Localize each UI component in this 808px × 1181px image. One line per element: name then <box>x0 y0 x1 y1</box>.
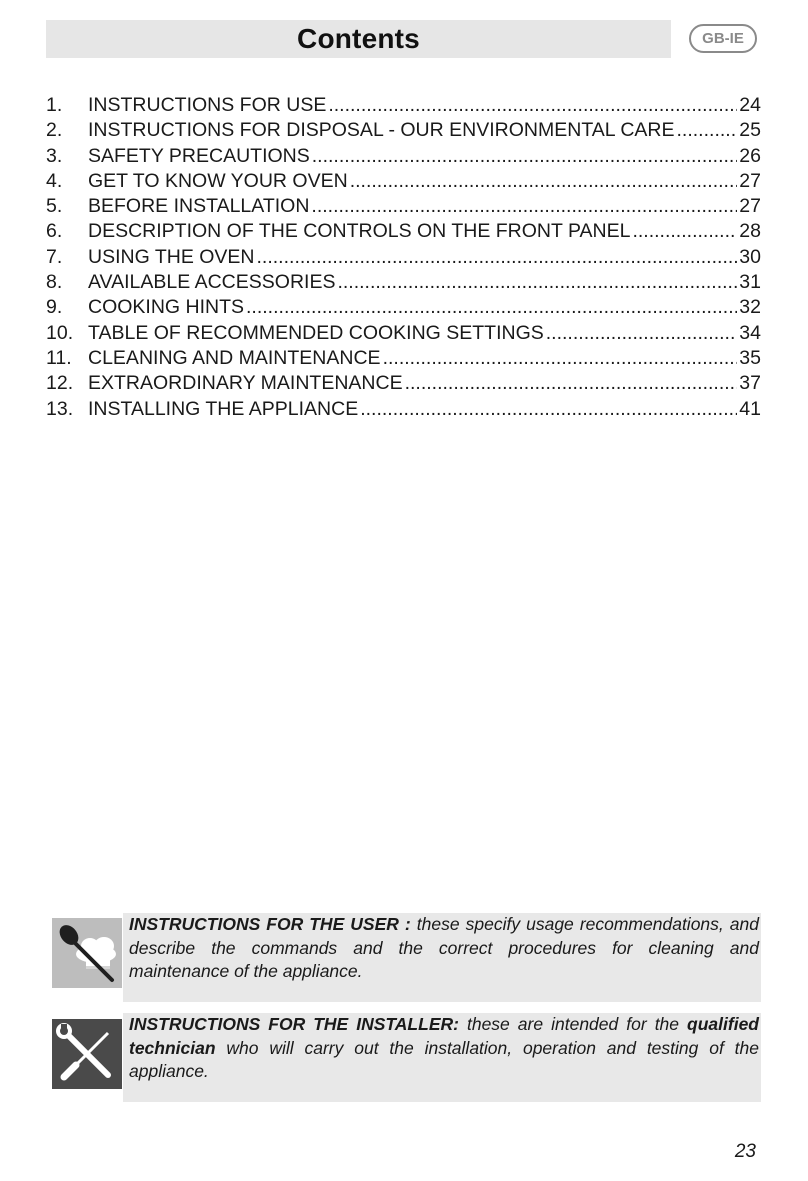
installer-instructions-body-end: who will carry out the installation, operation and testing of the appliance. <box>129 1037 759 1081</box>
chef-spoon-icon <box>52 918 122 988</box>
toc-entry-title: TABLE OF RECOMMENDED COOKING SETTINGS <box>88 321 544 344</box>
page-title: Contents <box>297 23 420 54</box>
installer-instructions-body-start: these are intended for the <box>458 1014 688 1034</box>
installer-instructions-emphasis: qualified technician <box>129 1014 759 1058</box>
toc-entry-number: 12. <box>46 372 74 395</box>
page-number: 23 <box>734 1141 756 1162</box>
toc-entry-page: 32 <box>739 296 761 319</box>
toc-entry-page: 35 <box>739 346 761 369</box>
toc-entry-leader-dots <box>312 144 738 169</box>
toc-entry-title: BEFORE INSTALLATION <box>88 195 310 218</box>
installer-instructions-text <box>129 1013 759 1084</box>
toc-entry-page: 27 <box>739 169 761 192</box>
toc-entry-title: AVAILABLE ACCESSORIES <box>88 271 336 294</box>
toc-entry-title: CLEANING AND MAINTENANCE <box>88 346 381 369</box>
toc-entry <box>46 245 761 270</box>
toc-entry-title: SAFETY PRECAUTIONS <box>88 144 310 167</box>
tools-icon <box>52 1019 122 1089</box>
toc-entry-title: INSTRUCTIONS FOR DISPOSAL - OUR ENVIRONMENTAL CARE <box>88 119 675 142</box>
toc-entry <box>46 194 761 219</box>
toc-entry-leader-dots <box>328 93 737 118</box>
toc-entry-title: EXTRAORDINARY MAINTENANCE <box>88 372 403 395</box>
toc-entry-page: 27 <box>739 195 761 218</box>
user-instructions-body: these specify usage recommendations, and describe the commands and the correct procedures for cleaning and maintenance of the appliance. <box>129 914 759 981</box>
toc-entry-page: 34 <box>739 321 761 344</box>
toc-entry <box>46 93 761 118</box>
language-badge: GB-IE <box>689 24 757 53</box>
toc-entry-page: 41 <box>739 397 761 420</box>
toc-entry <box>46 321 761 346</box>
toc-entry-number: 3. <box>46 144 63 167</box>
toc-entry-title: DESCRIPTION OF THE CONTROLS ON THE FRONT PANEL <box>88 220 631 243</box>
toc-entry <box>46 169 761 194</box>
toc-entry-title: GET TO KNOW YOUR OVEN <box>88 169 348 192</box>
toc-entry-number: 8. <box>46 271 63 294</box>
toc-entry-number: 1. <box>46 94 63 116</box>
toc-entry-number: 11. <box>46 346 72 369</box>
user-instructions-note <box>123 913 761 1002</box>
toc-entry-page: 31 <box>739 271 761 294</box>
toc-entry-number: 2. <box>46 119 63 142</box>
installer-instructions-note <box>123 1013 761 1102</box>
toc-entry <box>46 295 761 320</box>
toc-entry-title: INSTRUCTIONS FOR USE <box>88 94 327 116</box>
toc-entry-page: 25 <box>739 119 761 142</box>
toc-entry-leader-dots <box>311 194 737 219</box>
toc-entry-page: 24 <box>739 94 761 116</box>
toc-entry-page: 30 <box>739 245 761 268</box>
user-instructions-text <box>129 913 759 984</box>
toc-entry <box>46 371 761 396</box>
page-title-bar <box>46 20 671 58</box>
user-instructions-heading: INSTRUCTIONS FOR THE USER : <box>129 914 411 934</box>
toc-entry-number: 4. <box>46 169 63 192</box>
toc-entry-title: INSTALLING THE APPLIANCE <box>88 397 359 420</box>
toc-entry-number: 5. <box>46 195 63 218</box>
toc-entry-page: 37 <box>739 372 761 395</box>
toc-entry-leader-dots <box>257 245 738 270</box>
toc-entry-title: COOKING HINTS <box>88 296 245 319</box>
toc-entry-leader-dots <box>632 219 737 244</box>
toc-entry-number: 6. <box>46 220 63 243</box>
toc-entry <box>46 144 761 169</box>
toc-entry-leader-dots <box>383 346 738 371</box>
installer-instructions-heading: INSTRUCTIONS FOR THE INSTALLER: <box>129 1014 459 1034</box>
toc-entry-number: 9. <box>46 296 63 319</box>
toc-entry-leader-dots <box>246 295 737 320</box>
toc-entry-leader-dots <box>405 371 738 396</box>
toc-entry-number: 7. <box>46 245 63 268</box>
toc-entry <box>46 118 761 143</box>
table-of-contents <box>46 93 761 422</box>
toc-entry-number: 10. <box>46 321 74 344</box>
toc-entry-leader-dots <box>350 169 738 194</box>
toc-entry <box>46 397 761 422</box>
toc-entry-page: 28 <box>739 220 761 243</box>
toc-entry <box>46 346 761 371</box>
toc-entry <box>46 270 761 295</box>
toc-entry <box>46 219 761 244</box>
toc-entry-leader-dots <box>360 397 737 422</box>
toc-entry-leader-dots <box>337 270 737 295</box>
toc-entry-title: USING THE OVEN <box>88 245 255 268</box>
toc-entry-leader-dots <box>677 118 738 143</box>
toc-entry-leader-dots <box>546 321 738 346</box>
toc-entry-page: 26 <box>739 144 761 167</box>
toc-entry-number: 13. <box>46 397 74 420</box>
